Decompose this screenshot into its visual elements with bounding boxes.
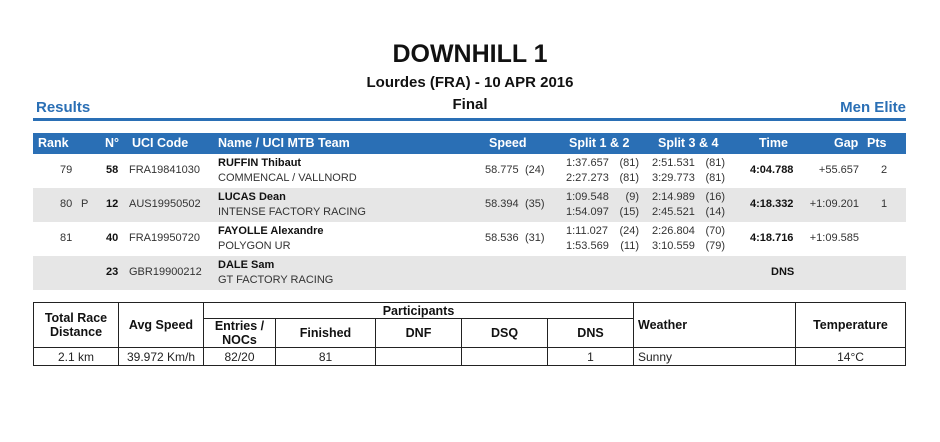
row-split4: 3:10.559 bbox=[652, 240, 695, 252]
row-split3: 2:26.804 bbox=[652, 225, 695, 237]
row-split2-rank: (81) bbox=[619, 172, 639, 184]
col-rank: Rank bbox=[38, 136, 69, 150]
participants-header: Participants bbox=[203, 302, 634, 319]
row-rank: 80 bbox=[60, 198, 73, 210]
category-label: Men Elite bbox=[840, 99, 906, 116]
row-number: 12 bbox=[106, 198, 119, 210]
row-speed-rank: (24) bbox=[525, 164, 545, 176]
row-split1-rank: (81) bbox=[619, 157, 639, 169]
row-gap: +1:09.201 bbox=[809, 198, 859, 210]
col-number: N° bbox=[105, 136, 120, 150]
row-number: 23 bbox=[106, 266, 119, 278]
results-link[interactable]: Results bbox=[36, 99, 91, 116]
rider-name: DALE Sam bbox=[218, 259, 275, 271]
dsq-header: DSQ bbox=[461, 318, 548, 348]
row-split1: 1:37.657 bbox=[566, 157, 609, 169]
row-gap: +1:09.585 bbox=[809, 232, 859, 244]
dnf-header: DNF bbox=[375, 318, 462, 348]
dns-header: DNS bbox=[547, 318, 634, 348]
row-speed-rank: (31) bbox=[525, 232, 545, 244]
weather-header: Weather bbox=[633, 302, 796, 348]
dsq-value bbox=[461, 347, 548, 366]
finished-header: Finished bbox=[275, 318, 376, 348]
row-pts: 1 bbox=[881, 198, 888, 210]
distance-value: 2.1 km bbox=[33, 347, 119, 366]
row-split4: 3:29.773 bbox=[652, 172, 695, 184]
row-rank: 81 bbox=[60, 232, 73, 244]
row-time: DNS bbox=[771, 266, 795, 278]
row-split1-rank: (9) bbox=[625, 191, 639, 203]
entries-header: Entries / NOCs bbox=[203, 318, 276, 348]
row-split4: 2:45.521 bbox=[652, 206, 695, 218]
row-uci-code: FRA19841030 bbox=[129, 164, 200, 176]
row-uci-code: GBR19900212 bbox=[129, 266, 202, 278]
row-uci-code: AUS19950502 bbox=[129, 198, 201, 210]
col-split34: Split 3 & 4 bbox=[658, 136, 719, 150]
row-number: 40 bbox=[106, 232, 119, 244]
row-split4-rank: (81) bbox=[705, 172, 725, 184]
rider-team: INTENSE FACTORY RACING bbox=[218, 206, 366, 218]
row-uci-code: FRA19950720 bbox=[129, 232, 200, 244]
temperature-header: Temperature bbox=[795, 302, 906, 348]
header-divider bbox=[33, 118, 906, 121]
dns-value: 1 bbox=[547, 347, 634, 366]
race-summary-table bbox=[33, 302, 906, 366]
table-row bbox=[33, 154, 906, 188]
row-speed: 58.775 bbox=[485, 164, 519, 176]
row-time: 4:04.788 bbox=[750, 164, 794, 176]
rider-team: POLYGON UR bbox=[218, 240, 291, 252]
row-split1: 1:09.548 bbox=[566, 191, 609, 203]
col-uci-code: UCI Code bbox=[132, 136, 189, 150]
row-speed-rank: (35) bbox=[525, 198, 545, 210]
rider-team: GT FACTORY RACING bbox=[218, 274, 334, 286]
row-split2-rank: (15) bbox=[619, 206, 639, 218]
stage-label: Final bbox=[452, 96, 488, 113]
row-pts: 2 bbox=[881, 164, 888, 176]
entries-value: 82/20 bbox=[203, 347, 276, 366]
table-row bbox=[33, 222, 906, 256]
avg-speed-header: Avg Speed bbox=[118, 302, 204, 348]
weather-value: Sunny bbox=[633, 347, 796, 366]
col-split12: Split 1 & 2 bbox=[569, 136, 630, 150]
rider-name: LUCAS Dean bbox=[218, 191, 286, 203]
rider-team: COMMENCAL / VALLNORD bbox=[218, 172, 357, 184]
avg-speed-value: 39.972 Km/h bbox=[118, 347, 204, 366]
row-split2: 2:27.273 bbox=[566, 172, 609, 184]
event-location-date: Lourdes (FRA) - 10 APR 2016 bbox=[366, 74, 574, 91]
col-speed: Speed bbox=[489, 136, 527, 150]
rider-name: FAYOLLE Alexandre bbox=[218, 225, 324, 237]
col-gap: Gap bbox=[834, 136, 859, 150]
row-number: 58 bbox=[106, 164, 119, 176]
row-split3-rank: (16) bbox=[705, 191, 725, 203]
row-flag: P bbox=[81, 198, 89, 210]
col-pts: Pts bbox=[867, 136, 887, 150]
rider-name: RUFFIN Thibaut bbox=[218, 157, 302, 169]
col-time: Time bbox=[759, 136, 788, 150]
row-split3-rank: (70) bbox=[705, 225, 725, 237]
table-row bbox=[33, 188, 906, 222]
row-split2: 1:54.097 bbox=[566, 206, 609, 218]
row-split1: 1:11.027 bbox=[566, 225, 609, 237]
dnf-value bbox=[375, 347, 462, 366]
col-name-team: Name / UCI MTB Team bbox=[218, 136, 350, 150]
distance-header: Total Race Distance bbox=[33, 302, 119, 348]
row-time: 4:18.716 bbox=[750, 232, 794, 244]
row-split4-rank: (79) bbox=[705, 240, 725, 252]
row-speed: 58.536 bbox=[485, 232, 519, 244]
finished-value: 81 bbox=[275, 347, 376, 366]
page-title: DOWNHILL 1 bbox=[392, 40, 548, 68]
row-split3: 2:14.989 bbox=[652, 191, 695, 203]
temperature-value: 14°C bbox=[795, 347, 906, 366]
table-row bbox=[33, 256, 906, 290]
row-split3: 2:51.531 bbox=[652, 157, 695, 169]
row-rank: 79 bbox=[60, 164, 73, 176]
row-split3-rank: (81) bbox=[705, 157, 725, 169]
row-split1-rank: (24) bbox=[619, 225, 639, 237]
row-split2: 1:53.569 bbox=[566, 240, 609, 252]
row-time: 4:18.332 bbox=[750, 198, 794, 210]
row-gap: +55.657 bbox=[818, 164, 859, 176]
results-table-header bbox=[33, 133, 906, 154]
row-split2-rank: (11) bbox=[620, 240, 639, 252]
row-split4-rank: (14) bbox=[705, 206, 725, 218]
row-speed: 58.394 bbox=[485, 198, 519, 210]
